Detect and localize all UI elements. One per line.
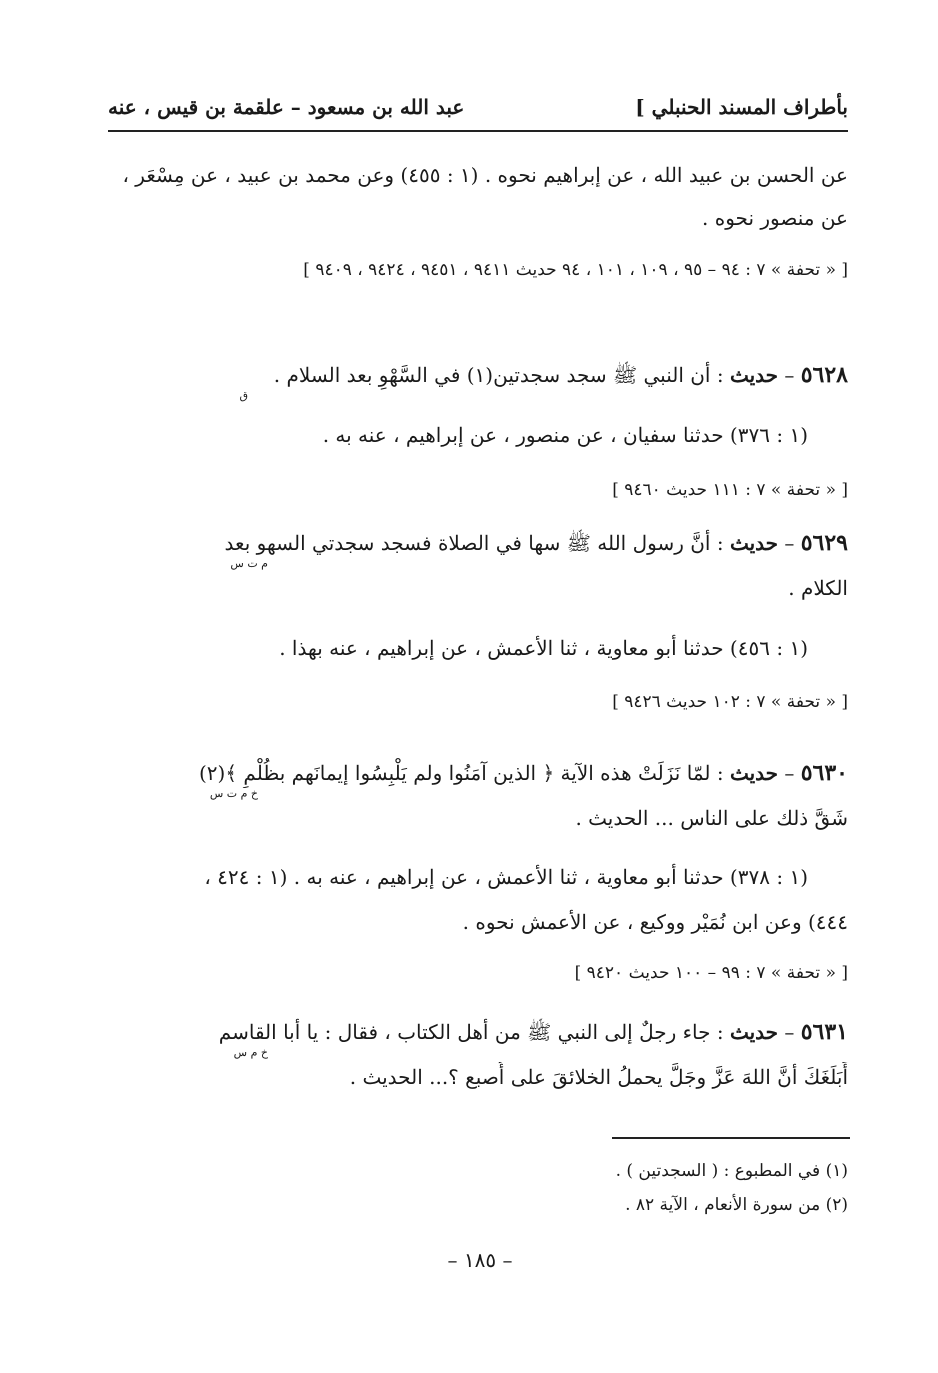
- tuhfa-reference: [ « تحفة » ٧ : ٩٤ – ٩٥ ، ١٠٩ ، ١٠١ ، ٩٤ حديث ٩٤١١ ، ٩٤٥١ ، ٩٤٢٤ ، ٩٤٠٩ ]: [303, 260, 848, 280]
- hadith-continuation: أَبَلَغَكَ أنَّ اللهَ عَزَّ وجَلَّ يحملُ الخلائقَ على أُصبع ؟... الحديث .: [349, 1065, 848, 1089]
- isnad-chain: (١ : ٤٥٦) حدثنا أبو معاوية ، ثنا الأعمش ، عن إبراهيم ، عنه بهذا .: [279, 636, 808, 660]
- hadith-text: : جاء رجلٌ إلى النبي ﷺ من أهل الكتاب ، فقال : يا أبا القاسم: [218, 1020, 724, 1044]
- header-divider: [108, 130, 848, 132]
- hadith-text: : لمّا نَزَلَتْ هذه الآية ﴿ الذين آمَنُوا ولم يَلْبِسُوا إيمانَهم بظُلْمٍ ﴾(٢): [198, 761, 724, 785]
- footnote-divider: [612, 1137, 850, 1139]
- text-line: عن الحسن بن عبيد الله ، عن إبراهيم نحوه . (١ : ٤٥٥) وعن محمد بن عبيد ، عن مِسْعَر ،: [122, 163, 848, 187]
- tuhfa-reference: [ « تحفة » ٧ : ١٠٢ حديث ٩٤٢٦ ]: [612, 692, 848, 712]
- hadith-sigla: خ م س: [233, 1046, 268, 1059]
- hadith-heading-line: ٥٦٢٨ – حديث : أن النبي ﷺ سجد سجدتين(١) في السَّهْوِ بعد السلام .: [273, 362, 848, 388]
- isnad-chain-continuation: ٤٤٤) وعن ابن نُمَيْر ووكيع ، عن الأعمش نحوه .: [462, 910, 848, 934]
- hadith-sigla: ق: [239, 389, 248, 402]
- hadith-keyword: حديث: [729, 531, 779, 555]
- hadith-text: : أنَّ رسول الله ﷺ سها في الصلاة فسجد سجدتي السهو بعد: [224, 531, 724, 555]
- hadith-number: ٥٦٢٩: [800, 530, 848, 556]
- isnad-chain: (١ : ٣٧٨) حدثنا أبو معاوية ، ثنا الأعمش ، عن إبراهيم ، عنه به . (١ : ٤٢٤ ،: [204, 865, 808, 889]
- footnote: (٢) من سورة الأنعام ، الآية ٨٢ .: [625, 1195, 848, 1215]
- running-header: [108, 95, 848, 127]
- hadith-number: ٥٦٣١: [800, 1019, 848, 1045]
- isnad-chain: (١ : ٣٧٦) حدثنا سفيان ، عن منصور ، عن إبراهيم ، عنه به .: [322, 423, 808, 447]
- hadith-continuation: الكلام .: [788, 576, 848, 600]
- header-section-title: عبد الله بن مسعود – علقمة بن قيس ، عنه: [108, 95, 465, 119]
- hadith-continuation: شَقَّ ذلك على الناس ... الحديث .: [575, 806, 848, 830]
- hadith-heading-line: ٥٦٢٩ – حديث : أنَّ رسول الله ﷺ سها في الصلاة فسجد سجدتي السهو بعد: [224, 530, 848, 556]
- hadith-sigla: م ت س: [230, 557, 268, 570]
- hadith-keyword: حديث: [729, 363, 779, 387]
- hadith-heading-line: ٥٦٣٠ – حديث : لمّا نَزَلَتْ هذه الآية ﴿ الذين آمَنُوا ولم يَلْبِسُوا إيمانَهم بظُلْمٍ ﴾(٢): [198, 760, 848, 786]
- header-book-title: بأطراف المسند الحنبلي ]: [635, 95, 848, 119]
- page-number: – ١٨٥ –: [447, 1248, 513, 1272]
- hadith-number: ٥٦٣٠: [800, 760, 848, 786]
- tuhfa-reference: [ « تحفة » ٧ : ١١١ حديث ٩٤٦٠ ]: [612, 480, 848, 500]
- hadith-sigla: خ م ت س: [209, 787, 258, 800]
- text-line: عن منصور نحوه .: [702, 206, 848, 230]
- hadith-keyword: حديث: [729, 1020, 779, 1044]
- hadith-text: : أن النبي ﷺ سجد سجدتين(١) في السَّهْوِ بعد السلام .: [273, 363, 724, 387]
- tuhfa-reference: [ « تحفة » ٧ : ٩٩ – ١٠٠ حديث ٩٤٢٠ ]: [574, 963, 848, 983]
- hadith-number: ٥٦٢٨: [800, 362, 848, 388]
- footnote: (١) في المطبوع : ( السجدتين ) .: [615, 1161, 848, 1181]
- hadith-heading-line: ٥٦٣١ – حديث : جاء رجلٌ إلى النبي ﷺ من أهل الكتاب ، فقال : يا أبا القاسم: [218, 1019, 848, 1045]
- hadith-keyword: حديث: [729, 761, 779, 785]
